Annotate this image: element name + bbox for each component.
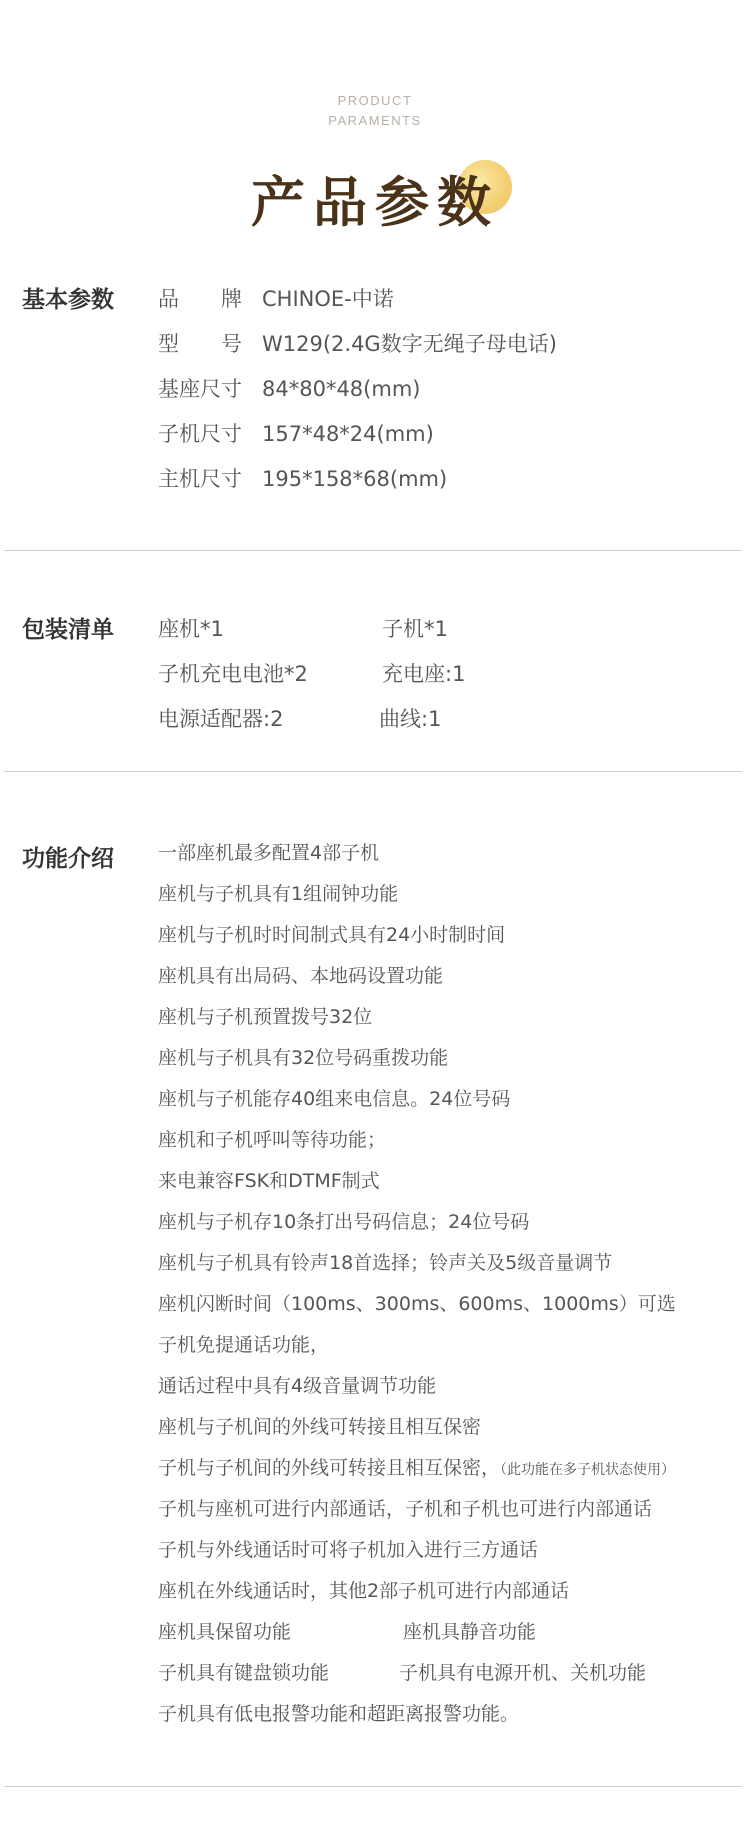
feature-line: 座机与子机具有32位号码重拨功能	[158, 1047, 449, 1069]
feature-line: 座机与子机具有1组闹钟功能	[158, 883, 399, 905]
feature-line: 子机具有低电报警功能和超距离报警功能。	[158, 1703, 520, 1725]
divider	[4, 771, 742, 772]
feature-line: 子机与外线通话时可将子机加入进行三方通话	[158, 1539, 539, 1561]
feature-line: 子机具有键盘锁功能	[158, 1662, 330, 1684]
param-value: W129(2.4G数字无绳子母电话)	[262, 332, 557, 356]
param-row-base-size	[158, 374, 420, 404]
divider	[4, 1786, 742, 1787]
feature-line: 座机闪断时间（100ms、300ms、600ms、1000ms）可选	[158, 1293, 676, 1315]
feature-line: 子机免提通话功能，	[158, 1334, 330, 1356]
param-key: 品 牌	[158, 287, 242, 311]
package-item: 曲线:1	[379, 707, 442, 731]
package-item: 充电座:1	[382, 662, 466, 686]
feature-line	[158, 1455, 675, 1483]
param-key: 型 号	[158, 332, 242, 356]
param-value: 84*80*48(mm)	[262, 377, 421, 401]
feature-line: 座机具有出局码、本地码设置功能	[158, 965, 444, 987]
package-item: 子机*1	[382, 617, 448, 641]
feature-line-note: （此功能在多子机状态使用）	[500, 1462, 676, 1478]
param-key: 主机尺寸	[158, 467, 242, 491]
package-item: 子机充电电池*2	[158, 662, 308, 686]
package-item: 座机*1	[158, 617, 224, 641]
header-english-line2: PARAMENTS	[328, 113, 422, 128]
param-value: CHINOE-中诺	[262, 287, 394, 311]
section-label-features: 功能介绍	[22, 846, 114, 872]
package-item: 电源适配器:2	[158, 707, 284, 731]
feature-line: 座机与子机能存40组来电信息。24位号码	[158, 1088, 511, 1110]
param-row-handset-size	[158, 419, 434, 449]
feature-line: 座机与子机具有铃声18首选择；铃声关及5级音量调节	[158, 1252, 613, 1274]
feature-line: 子机具有电源开机、关机功能	[399, 1662, 647, 1684]
page-title: 产品参数	[251, 171, 499, 234]
feature-line: 座机在外线通话时，其他2部子机可进行内部通话	[158, 1580, 570, 1602]
section-label-package: 包装清单	[22, 617, 114, 643]
param-row-model	[158, 329, 557, 359]
feature-line: 座机与子机存10条打出号码信息；24位号码	[158, 1211, 530, 1233]
feature-line: 座机与子机预置拨号32位	[158, 1006, 373, 1028]
param-row-main-size	[158, 464, 447, 494]
param-value: 157*48*24(mm)	[262, 422, 434, 446]
divider	[4, 550, 742, 551]
section-label-basic: 基本参数	[22, 287, 114, 313]
feature-line: 一部座机最多配置4部子机	[158, 842, 380, 864]
feature-line: 来电兼容FSK和DTMF制式	[158, 1170, 380, 1192]
header-english-line1: PRODUCT	[337, 93, 413, 108]
feature-line: 座机和子机呼叫等待功能；	[158, 1129, 387, 1151]
feature-line: 座机与子机时时间制式具有24小时制时间	[158, 924, 506, 946]
param-key: 子机尺寸	[158, 422, 242, 446]
feature-line: 通话过程中具有4级音量调节功能	[158, 1375, 437, 1397]
feature-line-main: 子机与子机间的外线可转接且相互保密，	[158, 1457, 501, 1479]
feature-line: 座机具静音功能	[403, 1621, 537, 1643]
param-value: 195*158*68(mm)	[262, 467, 448, 491]
param-key: 基座尺寸	[158, 377, 242, 401]
feature-line: 子机与座机可进行内部通话，子机和子机也可进行内部通话	[158, 1498, 653, 1520]
param-row-brand	[158, 284, 394, 314]
feature-line: 座机与子机间的外线可转接且相互保密	[158, 1416, 482, 1438]
feature-line: 座机具保留功能	[158, 1621, 292, 1643]
